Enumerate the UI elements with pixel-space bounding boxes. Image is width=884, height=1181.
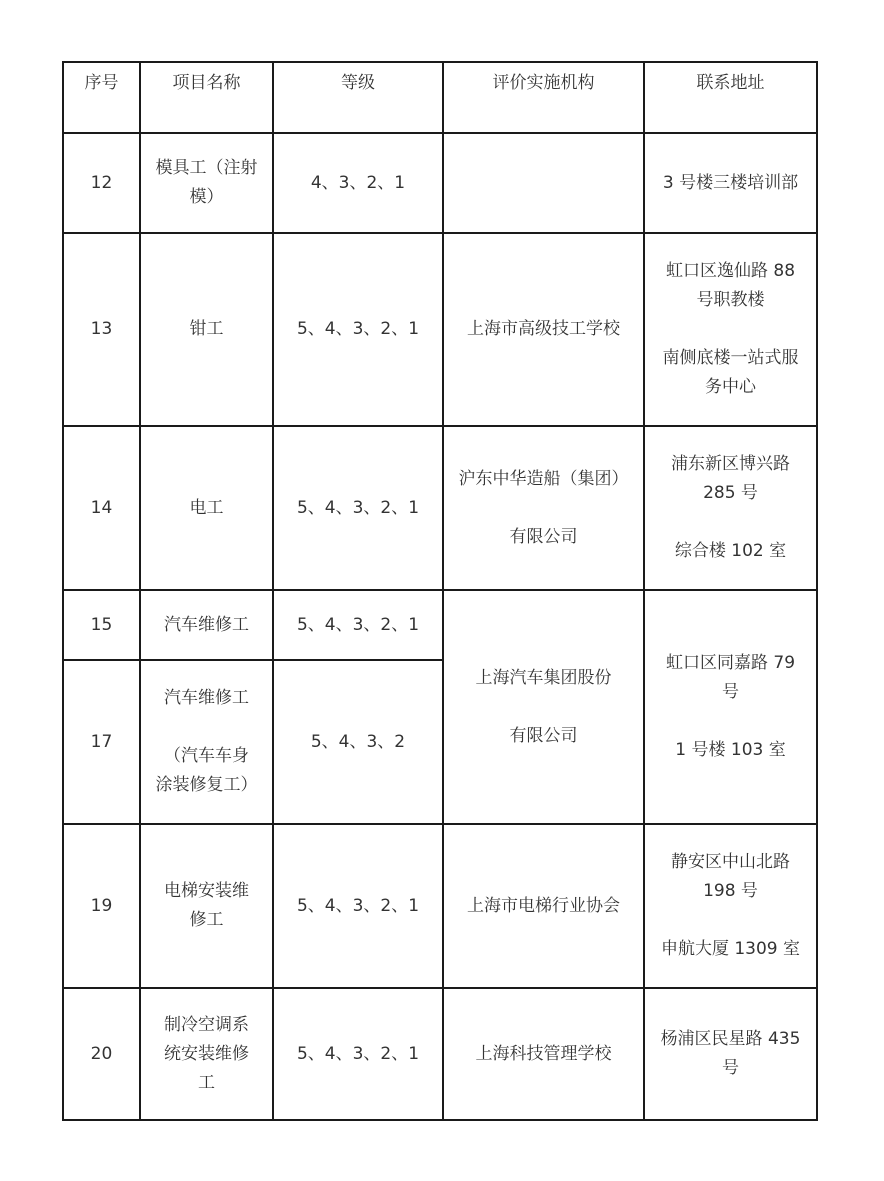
address-line: 285 号 [703,483,758,503]
name-line: 汽车维修工 [164,688,249,708]
table-row-13 [63,233,817,426]
cell-no: 12 [63,133,140,233]
header-row [63,62,817,133]
cell-organization [443,426,644,590]
cell-no: 13 [63,233,140,426]
org-spacer [450,693,637,722]
cell-project-name [140,660,273,824]
table-row-12 [63,133,817,233]
cell-grade: 4、3、2、1 [273,133,443,233]
address-line: 南侧底楼一站式服 [662,348,799,368]
cell-project-name: 汽车维修工 [140,590,273,660]
table-row-14 [63,426,817,590]
cell-organization: 上海市电梯行业协会 [443,824,644,988]
cell-organization: 上海科技管理学校 [443,988,644,1120]
header-no: 序号 [63,62,140,133]
cell-no: 20 [63,988,140,1120]
address-line: 浦东新区博兴路 [671,454,790,474]
header-address: 联系地址 [644,62,817,133]
header-organization: 评价实施机构 [443,62,644,133]
address-line: 号 [722,682,739,702]
cell-address [644,824,817,988]
address-line: 静安区中山北路 [671,852,790,872]
address-line: 1 号楼 103 室 [675,740,786,760]
cell-organization [443,590,644,824]
table-row-19 [63,824,817,988]
cell-grade: 5、4、3、2 [273,660,443,824]
cell-no: 19 [63,824,140,988]
address-line: 杨浦区民星路 435 [660,1029,801,1049]
name-line: 工 [198,1072,215,1093]
address-spacer [651,508,810,537]
cell-no: 17 [63,660,140,824]
address-line: 号职教楼 [696,290,765,310]
cell-project-name: 电工 [140,426,273,590]
address-line: 3 号楼三楼培训部 [662,172,799,193]
name-line: 电梯安装维 [164,881,249,901]
cell-grade: 5、4、3、2、1 [273,233,443,426]
cell-project-name: 钳工 [140,233,273,426]
cell-project-name [140,988,273,1120]
cell-organization [443,133,644,233]
name-line: 模） [189,187,224,207]
address-line: 号 [722,1058,739,1078]
org-line: 沪东中华造船（集团） [458,468,629,489]
qualification-table [62,61,818,1121]
address-line: 198 号 [703,881,758,901]
header-grade: 等级 [273,62,443,133]
address-line: 综合楼 102 室 [674,541,787,561]
name-line: 统安装维修 [164,1043,249,1064]
name-line: （汽车车身 [164,746,249,766]
cell-address [644,133,817,233]
org-line: 有限公司 [509,725,578,746]
cell-address [644,590,817,824]
address-line: 虹口区逸仙路 88 [665,261,796,281]
name-line: 制冷空调系 [164,1014,249,1035]
org-line: 有限公司 [509,526,578,547]
cell-address [644,426,817,590]
cell-organization: 上海市高级技工学校 [443,233,644,426]
org-spacer [450,494,637,523]
cell-grade: 5、4、3、2、1 [273,590,443,660]
address-line: 申航大厦 1309 室 [660,939,801,959]
cell-no: 14 [63,426,140,590]
address-line: 虹口区同嘉路 79 [665,653,796,673]
cell-project-name [140,824,273,988]
table-row-15 [63,590,817,660]
cell-address [644,233,817,426]
name-line: 模具工（注射 [155,158,258,178]
name-spacer [147,713,266,742]
cell-project-name [140,133,273,233]
address-spacer [651,906,810,935]
address-spacer [651,315,810,344]
address-spacer [651,707,810,736]
cell-address [644,988,817,1120]
header-project-name: 项目名称 [140,62,273,133]
name-line: 修工 [189,910,224,930]
table-row-20 [63,988,817,1120]
cell-no: 15 [63,590,140,660]
org-line: 上海汽车集团股份 [475,667,612,688]
cell-grade: 5、4、3、2、1 [273,824,443,988]
address-line: 务中心 [705,377,756,397]
name-line: 涂装修复工） [155,775,258,795]
cell-grade: 5、4、3、2、1 [273,426,443,590]
cell-grade: 5、4、3、2、1 [273,988,443,1120]
